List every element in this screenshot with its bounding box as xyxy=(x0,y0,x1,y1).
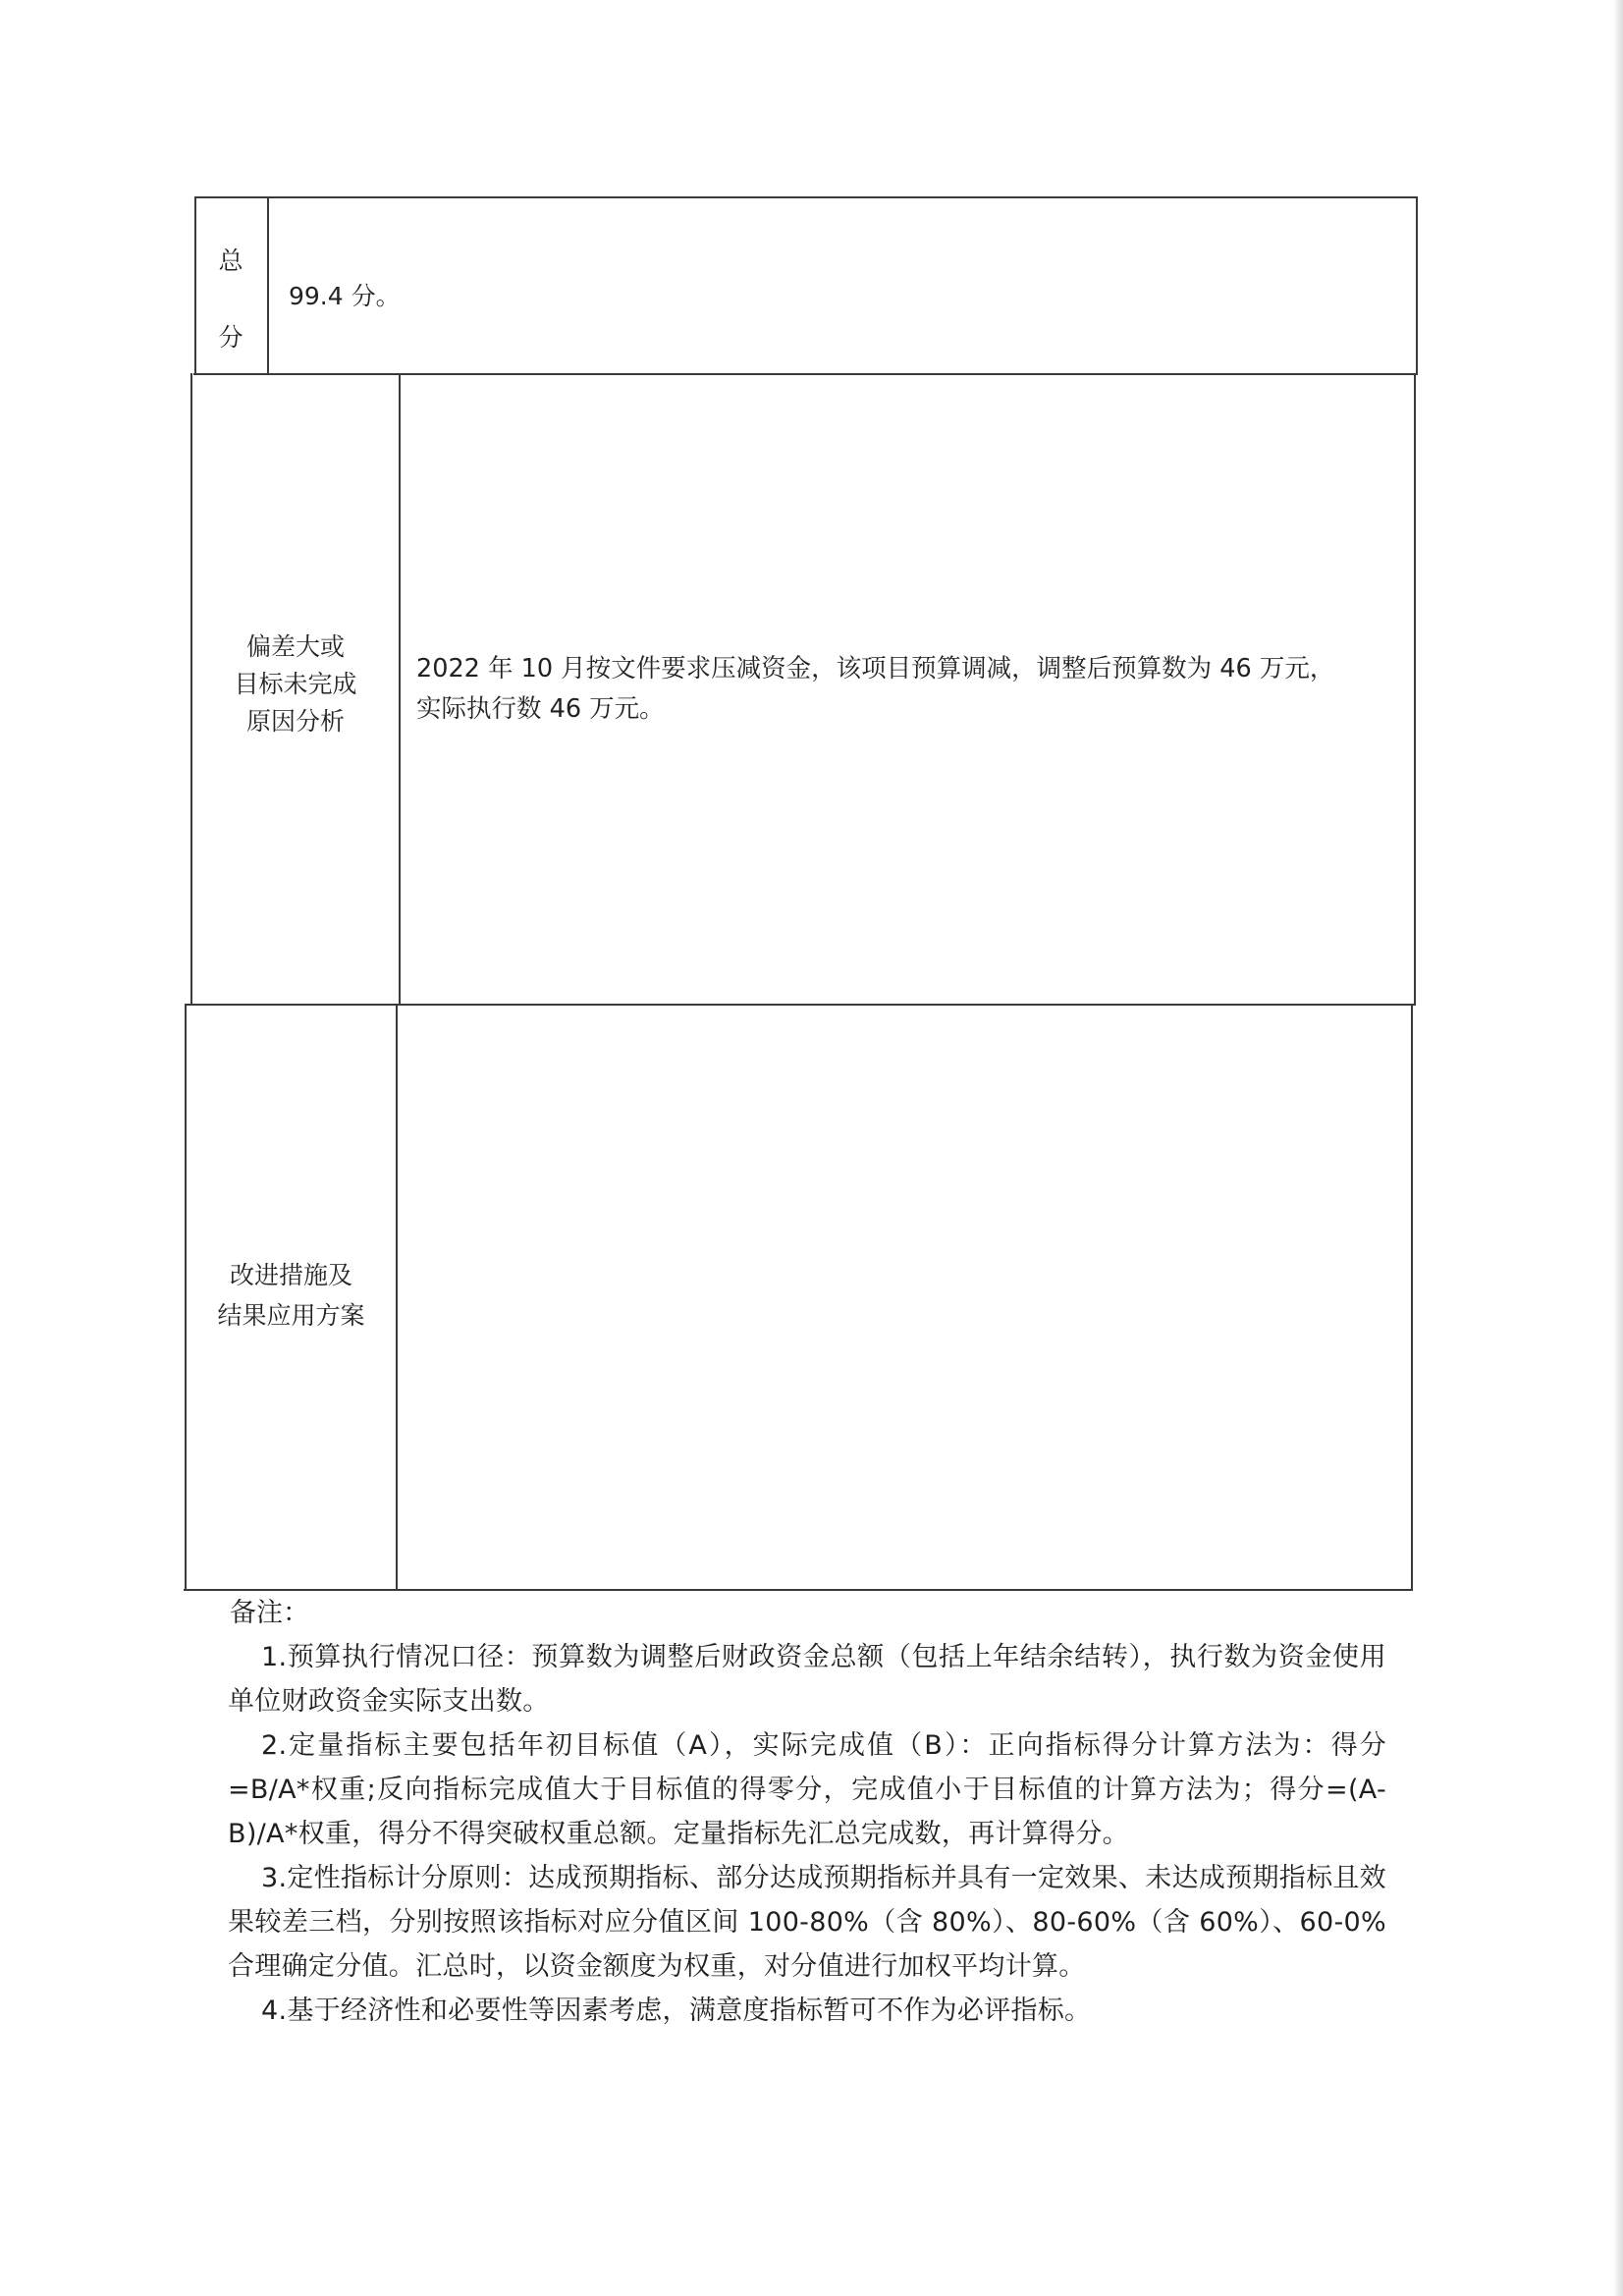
table-right-border-mid xyxy=(1414,373,1416,1006)
row-divider-1 xyxy=(193,373,1418,375)
row-divider-2 xyxy=(187,1004,1414,1006)
note-item-3: 3.定性指标计分原则：达成预期指标、部分达成预期指标并具有一定效果、未达成预期指标且效果较差三档，分别按照该指标对应分值区间 100-80%（含 80%）、80-60%（含 60%）、60-0%合理确定分值。汇总时，以资金额度为权重，对分值进行加权平均计算。 xyxy=(228,1863,1386,1982)
table-top-border xyxy=(194,196,1418,198)
deviation-analysis-text xyxy=(416,649,1410,730)
notes-heading: 备注： xyxy=(230,1598,309,1628)
deviation-label-line-2: 目标未完成 xyxy=(234,670,357,698)
note-item-2: 2.定量指标主要包括年初目标值（A），实际完成值（B）：正向指标得分计算方法为：得分=B/A*权重;反向指标完成值大于目标值的得零分，完成值小于目标值的计算方法为；得分=(A-B)/A*权重，得分不得突破权重总额。定量指标先汇总完成数，再计算得分。 xyxy=(228,1730,1386,1849)
improvement-label-line-1: 改进措施及 xyxy=(229,1261,352,1289)
total-label-char-2: 分 xyxy=(218,323,243,352)
deviation-text-line-2: 实际执行数 46 万元。 xyxy=(416,694,665,724)
note-item-4: 4.基于经济性和必要性等因素考虑，满意度指标暂可不作为必评指标。 xyxy=(261,1995,1092,2026)
deviation-label-line-1: 偏差大或 xyxy=(245,632,345,661)
note-item-1: 1.预算执行情况口径：预算数为调整后财政资金总额（包括上年结余结转），执行数为资金使用单位财政资金实际支出数。 xyxy=(228,1642,1386,1717)
table-right-border-bottom xyxy=(1411,1004,1413,1591)
deviation-text-line-1: 2022 年 10 月按文件要求压减资金，该项目预算调减，调整后预算数为 46 万元， xyxy=(416,654,1335,683)
deviation-label xyxy=(192,629,399,740)
total-label-char-1: 总 xyxy=(218,246,243,275)
improvement-label-line-2: 结果应用方案 xyxy=(217,1301,365,1330)
table-right-border-top xyxy=(1416,196,1418,375)
total-column-divider xyxy=(267,196,269,375)
scan-page-edge xyxy=(1613,0,1623,2296)
deviation-label-line-3: 原因分析 xyxy=(245,707,345,736)
total-score-value: 99.4 分。 xyxy=(289,282,401,310)
improvement-column-divider xyxy=(396,1004,398,1591)
notes-section xyxy=(228,1591,1386,2033)
improvement-label xyxy=(187,1255,396,1336)
deviation-column-divider xyxy=(399,373,401,1006)
